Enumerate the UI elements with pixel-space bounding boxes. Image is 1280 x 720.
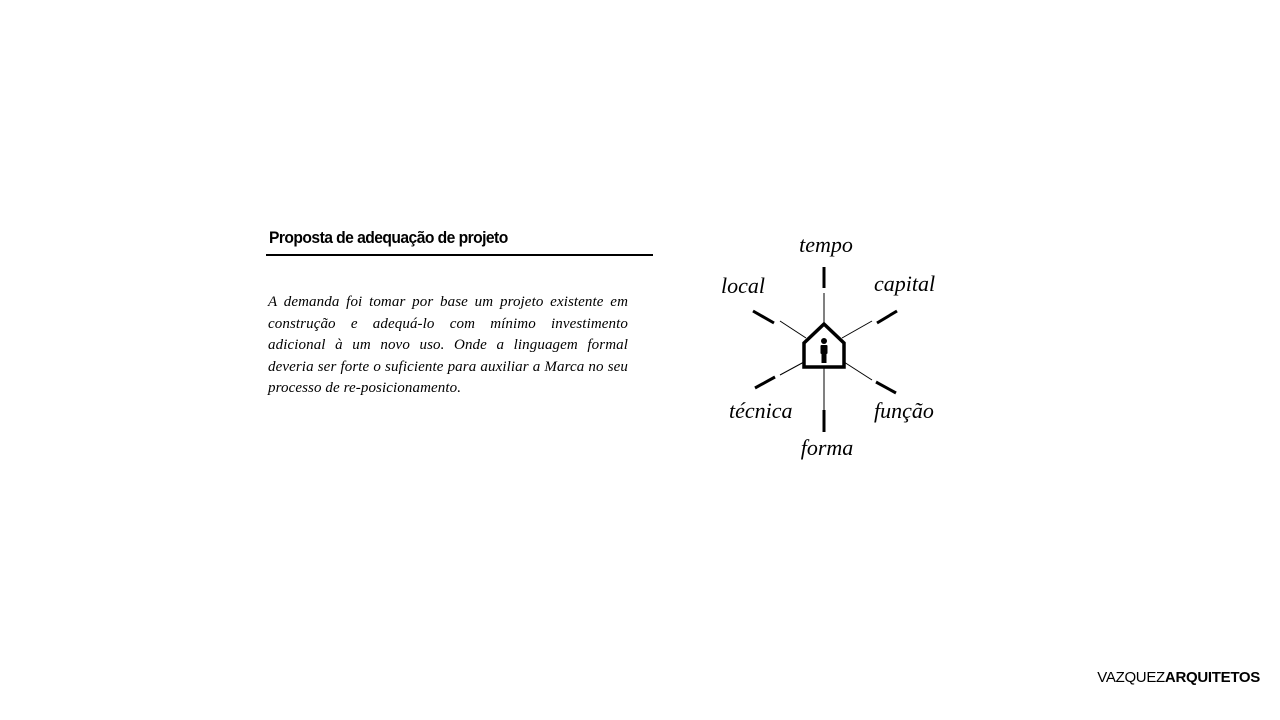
label-capital: capital [874, 271, 936, 296]
spoke-upper-left-line [780, 321, 806, 338]
label-funcao: função [874, 398, 934, 423]
spoke-upper-right-bar [877, 311, 897, 323]
spoke-lower-right-bar [876, 382, 896, 393]
spoke-upper-right-line [842, 321, 872, 338]
section-body-text: A demanda foi tomar por base um projeto existente em construção e adequá-lo com mínimo investimento adicional à um novo uso. Onde a linguagem formal deveria ser forte o suficiente para auxiliar a Marca no seu processo de re-posicionamento. [268, 294, 628, 396]
person-icon [821, 338, 828, 363]
spoke-lower-right-line [844, 362, 872, 380]
section-title: Proposta de adequação de projeto [269, 228, 508, 247]
brand-name-part1: VAZQUEZ [1097, 669, 1165, 686]
label-tempo: tempo [799, 232, 853, 257]
label-tecnica: técnica [729, 398, 793, 423]
house-with-person-icon [804, 324, 844, 367]
spoke-upper-left-bar [753, 311, 774, 323]
brand-name-part2: ARQUITETOS [1164, 669, 1260, 686]
label-local: local [721, 273, 765, 298]
spoke-lower-left-line [780, 362, 804, 375]
brand-logo [1097, 669, 1260, 686]
concept-diagram [700, 225, 960, 470]
label-forma: forma [800, 435, 854, 460]
spoke-lower-left-bar [755, 377, 775, 388]
title-underline [266, 254, 653, 256]
